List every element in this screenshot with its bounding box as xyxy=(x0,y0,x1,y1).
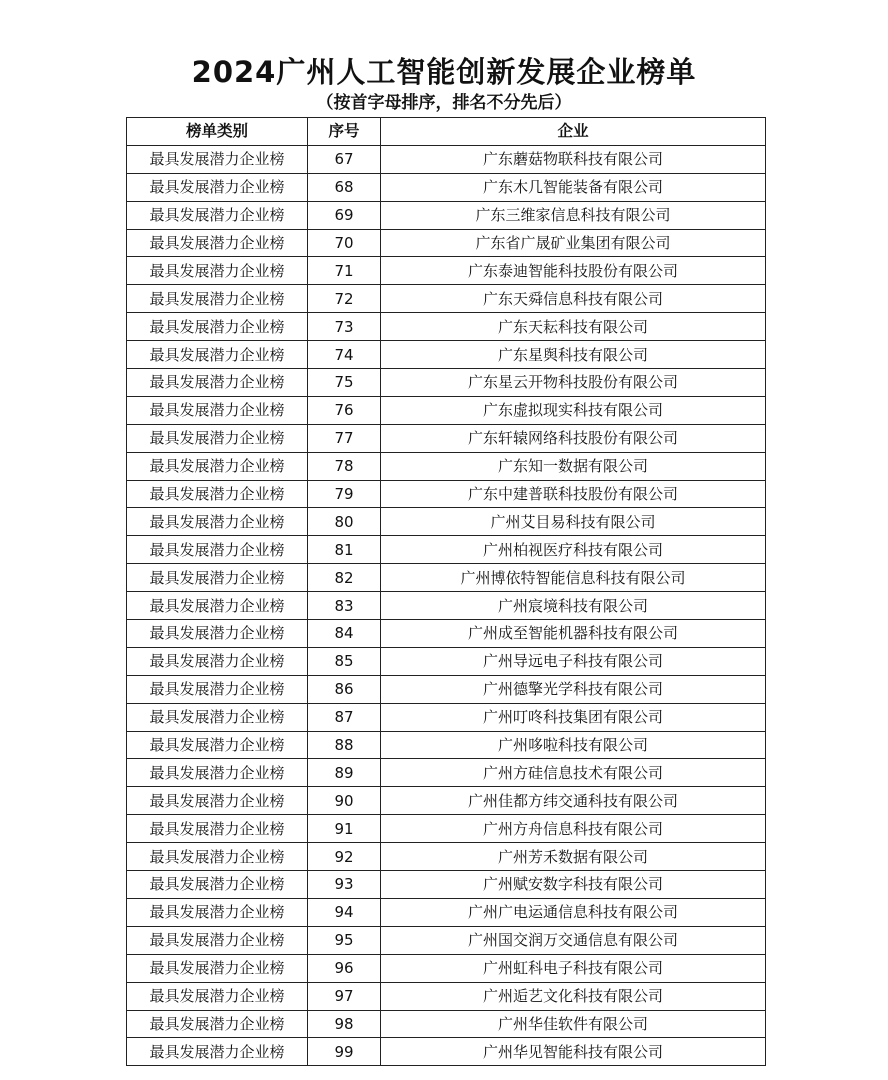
cell-company: 广州方硅信息技术有限公司 xyxy=(381,759,766,787)
table-row xyxy=(127,201,766,229)
cell-category: 最具发展潜力企业榜 xyxy=(127,452,308,480)
cell-category: 最具发展潜力企业榜 xyxy=(127,982,308,1010)
cell-company: 广东虚拟现实科技有限公司 xyxy=(381,396,766,424)
cell-category: 最具发展潜力企业榜 xyxy=(127,564,308,592)
page-title: 2024广州人工智能创新发展企业榜单 xyxy=(191,55,697,89)
cell-category: 最具发展潜力企业榜 xyxy=(127,313,308,341)
cell-company: 广东木几智能装备有限公司 xyxy=(381,173,766,201)
table-row xyxy=(127,480,766,508)
cell-category: 最具发展潜力企业榜 xyxy=(127,592,308,620)
table-row xyxy=(127,369,766,397)
cell-company: 广东天舜信息科技有限公司 xyxy=(381,285,766,313)
cell-company: 广东轩辕网络科技股份有限公司 xyxy=(381,424,766,452)
cell-company: 广东三维家信息科技有限公司 xyxy=(381,201,766,229)
cell-company: 广州芳禾数据有限公司 xyxy=(381,843,766,871)
table-row xyxy=(127,424,766,452)
cell-category: 最具发展潜力企业榜 xyxy=(127,815,308,843)
cell-number: 82 xyxy=(308,564,381,592)
cell-category: 最具发展潜力企业榜 xyxy=(127,871,308,899)
cell-category: 最具发展潜力企业榜 xyxy=(127,759,308,787)
table-row xyxy=(127,229,766,257)
table-header-row xyxy=(127,118,766,146)
cell-number: 73 xyxy=(308,313,381,341)
cell-number: 96 xyxy=(308,954,381,982)
cell-company: 广州导远电子科技有限公司 xyxy=(381,647,766,675)
table-row xyxy=(127,703,766,731)
table-row xyxy=(127,313,766,341)
cell-category: 最具发展潜力企业榜 xyxy=(127,898,308,926)
table-row xyxy=(127,145,766,173)
cell-company: 广州佳都方纬交通科技有限公司 xyxy=(381,787,766,815)
cell-category: 最具发展潜力企业榜 xyxy=(127,787,308,815)
cell-company: 广州广电运通信息科技有限公司 xyxy=(381,898,766,926)
cell-company: 广州德擎光学科技有限公司 xyxy=(381,675,766,703)
cell-company: 广东蘑菇物联科技有限公司 xyxy=(381,145,766,173)
table-row xyxy=(127,452,766,480)
cell-category: 最具发展潜力企业榜 xyxy=(127,675,308,703)
cell-category: 最具发展潜力企业榜 xyxy=(127,843,308,871)
cell-category: 最具发展潜力企业榜 xyxy=(127,145,308,173)
cell-number: 86 xyxy=(308,675,381,703)
table-row xyxy=(127,173,766,201)
table-row xyxy=(127,871,766,899)
cell-number: 68 xyxy=(308,173,381,201)
cell-company: 广东中建普联科技股份有限公司 xyxy=(381,480,766,508)
cell-company: 广州逅艺文化科技有限公司 xyxy=(381,982,766,1010)
cell-number: 88 xyxy=(308,731,381,759)
cell-category: 最具发展潜力企业榜 xyxy=(127,285,308,313)
cell-company: 广州国交润万交通信息有限公司 xyxy=(381,926,766,954)
cell-category: 最具发展潜力企业榜 xyxy=(127,703,308,731)
cell-number: 79 xyxy=(308,480,381,508)
cell-category: 最具发展潜力企业榜 xyxy=(127,1038,308,1066)
cell-company: 广东星云开物科技股份有限公司 xyxy=(381,369,766,397)
table-row xyxy=(127,285,766,313)
cell-company: 广州方舟信息科技有限公司 xyxy=(381,815,766,843)
cell-company: 广州虹科电子科技有限公司 xyxy=(381,954,766,982)
table-row xyxy=(127,926,766,954)
cell-company: 广州成至智能机器科技有限公司 xyxy=(381,620,766,648)
cell-category: 最具发展潜力企业榜 xyxy=(127,424,308,452)
cell-number: 85 xyxy=(308,647,381,675)
table-body xyxy=(127,145,766,1065)
table-row xyxy=(127,675,766,703)
cell-number: 75 xyxy=(308,369,381,397)
cell-company: 广东天耘科技有限公司 xyxy=(381,313,766,341)
cell-category: 最具发展潜力企业榜 xyxy=(127,536,308,564)
table-row xyxy=(127,787,766,815)
header-company: 企业 xyxy=(381,118,766,146)
cell-number: 77 xyxy=(308,424,381,452)
table-row xyxy=(127,759,766,787)
table-row xyxy=(127,843,766,871)
table-row xyxy=(127,982,766,1010)
table-row xyxy=(127,341,766,369)
header-category: 榜单类别 xyxy=(127,118,308,146)
cell-number: 78 xyxy=(308,452,381,480)
cell-category: 最具发展潜力企业榜 xyxy=(127,173,308,201)
cell-number: 95 xyxy=(308,926,381,954)
cell-number: 91 xyxy=(308,815,381,843)
cell-number: 97 xyxy=(308,982,381,1010)
cell-company: 广州赋安数字科技有限公司 xyxy=(381,871,766,899)
cell-number: 72 xyxy=(308,285,381,313)
cell-company: 广州叮咚科技集团有限公司 xyxy=(381,703,766,731)
cell-category: 最具发展潜力企业榜 xyxy=(127,480,308,508)
cell-number: 80 xyxy=(308,508,381,536)
cell-company: 广州艾目易科技有限公司 xyxy=(381,508,766,536)
table-row xyxy=(127,1038,766,1066)
table-row xyxy=(127,396,766,424)
cell-number: 84 xyxy=(308,620,381,648)
cell-category: 最具发展潜力企业榜 xyxy=(127,1010,308,1038)
cell-company: 广州哆啦科技有限公司 xyxy=(381,731,766,759)
cell-company: 广州华见智能科技有限公司 xyxy=(381,1038,766,1066)
cell-category: 最具发展潜力企业榜 xyxy=(127,926,308,954)
cell-number: 94 xyxy=(308,898,381,926)
cell-category: 最具发展潜力企业榜 xyxy=(127,647,308,675)
cell-company: 广州华佳软件有限公司 xyxy=(381,1010,766,1038)
cell-number: 93 xyxy=(308,871,381,899)
table-row xyxy=(127,536,766,564)
table-row xyxy=(127,564,766,592)
cell-number: 90 xyxy=(308,787,381,815)
table-row xyxy=(127,954,766,982)
cell-number: 70 xyxy=(308,229,381,257)
cell-number: 87 xyxy=(308,703,381,731)
table-row xyxy=(127,257,766,285)
cell-number: 76 xyxy=(308,396,381,424)
cell-number: 89 xyxy=(308,759,381,787)
cell-company: 广州柏视医疗科技有限公司 xyxy=(381,536,766,564)
cell-number: 71 xyxy=(308,257,381,285)
cell-company: 广州博依特智能信息科技有限公司 xyxy=(381,564,766,592)
cell-category: 最具发展潜力企业榜 xyxy=(127,731,308,759)
cell-number: 83 xyxy=(308,592,381,620)
cell-category: 最具发展潜力企业榜 xyxy=(127,341,308,369)
page-subtitle: （按首字母排序，排名不分先后） xyxy=(316,93,572,113)
cell-company: 广东泰迪智能科技股份有限公司 xyxy=(381,257,766,285)
cell-category: 最具发展潜力企业榜 xyxy=(127,508,308,536)
table-row xyxy=(127,1010,766,1038)
cell-number: 67 xyxy=(308,145,381,173)
cell-number: 92 xyxy=(308,843,381,871)
cell-category: 最具发展潜力企业榜 xyxy=(127,257,308,285)
cell-number: 99 xyxy=(308,1038,381,1066)
table-row xyxy=(127,647,766,675)
cell-number: 69 xyxy=(308,201,381,229)
table-row xyxy=(127,508,766,536)
cell-category: 最具发展潜力企业榜 xyxy=(127,620,308,648)
cell-category: 最具发展潜力企业榜 xyxy=(127,396,308,424)
cell-category: 最具发展潜力企业榜 xyxy=(127,954,308,982)
table-row xyxy=(127,592,766,620)
cell-number: 98 xyxy=(308,1010,381,1038)
cell-company: 广州宸境科技有限公司 xyxy=(381,592,766,620)
table-row xyxy=(127,620,766,648)
ranking-table xyxy=(126,117,766,1066)
table-row xyxy=(127,815,766,843)
cell-category: 最具发展潜力企业榜 xyxy=(127,201,308,229)
table-row xyxy=(127,731,766,759)
cell-number: 74 xyxy=(308,341,381,369)
cell-company: 广东省广晟矿业集团有限公司 xyxy=(381,229,766,257)
cell-category: 最具发展潜力企业榜 xyxy=(127,229,308,257)
cell-number: 81 xyxy=(308,536,381,564)
table-row xyxy=(127,898,766,926)
cell-company: 广东星舆科技有限公司 xyxy=(381,341,766,369)
cell-category: 最具发展潜力企业榜 xyxy=(127,369,308,397)
cell-company: 广东知一数据有限公司 xyxy=(381,452,766,480)
header-number: 序号 xyxy=(308,118,381,146)
